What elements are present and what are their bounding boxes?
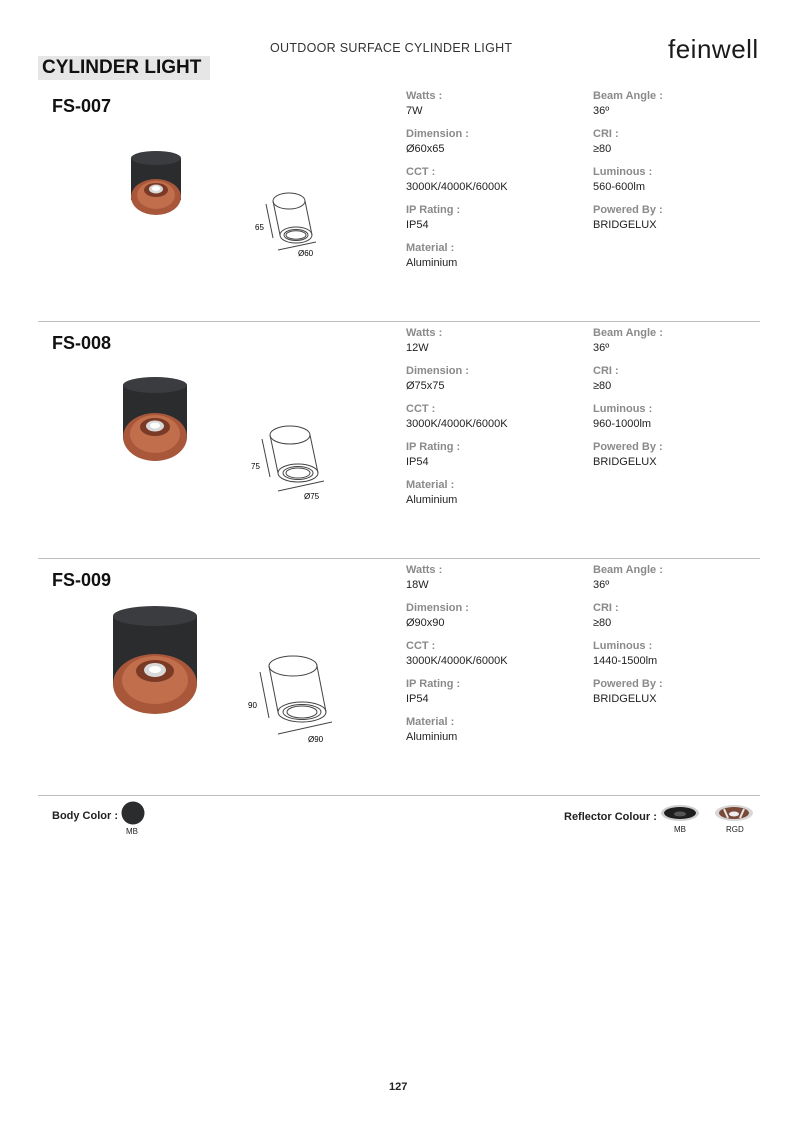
spec-cri: CRI : ≥80: [593, 365, 619, 392]
spec-ip-rating: IP Rating : IP54: [406, 678, 461, 705]
product-block-fs-008: [0, 327, 797, 570]
brand-logo: feinwell: [668, 34, 759, 64]
spec-beam-angle: Beam Angle : 36º: [593, 90, 663, 117]
dimension-diameter: Ø60: [298, 249, 314, 258]
body-color-code: MB: [126, 827, 138, 836]
spec-material: Material : Aluminium: [406, 242, 458, 269]
spec-watts: Watts : 12W: [406, 327, 443, 354]
spec-cct: CCT : 3000K/4000K/6000K: [406, 403, 508, 430]
dimension-height: 90: [248, 701, 257, 710]
spec-cct: CCT : 3000K/4000K/6000K: [406, 640, 508, 667]
product-photo: [128, 148, 184, 220]
spec-powered-by: Powered By : BRIDGELUX: [593, 678, 663, 705]
spec-beam-angle: Beam Angle : 36º: [593, 327, 663, 354]
dimension-diameter: Ø90: [308, 735, 324, 744]
section-divider: [38, 795, 760, 796]
spec-dimension: Dimension : Ø75x75: [406, 365, 469, 392]
body-color-label: Body Color :: [52, 810, 118, 822]
spec-watts: Watts : 7W: [406, 90, 443, 117]
spec-beam-angle: Beam Angle : 36º: [593, 564, 663, 591]
spec-luminous: Luminous : 1440-1500lm: [593, 640, 658, 667]
dimension-diameter: Ø75: [304, 492, 320, 501]
spec-material: Material : Aluminium: [406, 479, 458, 506]
reflector-code-rgd: RGD: [726, 825, 744, 834]
dimension-drawing: [252, 190, 328, 262]
section-title: CYLINDER LIGHT: [38, 56, 210, 80]
product-block-fs-009: [0, 564, 797, 807]
spec-powered-by: Powered By : BRIDGELUX: [593, 441, 663, 468]
spec-ip-rating: IP Rating : IP54: [406, 204, 461, 231]
reflector-colour-label: Reflector Colour :: [564, 811, 657, 823]
product-photo: [110, 600, 200, 718]
page-number: 127: [389, 1081, 408, 1093]
reflector-code-mb: MB: [674, 825, 686, 834]
spec-material: Material : Aluminium: [406, 716, 458, 743]
spec-ip-rating: IP Rating : IP54: [406, 441, 461, 468]
spec-cri: CRI : ≥80: [593, 128, 619, 155]
dimension-drawing: [248, 421, 334, 503]
spec-powered-by: Powered By : BRIDGELUX: [593, 204, 663, 231]
section-divider: [38, 321, 760, 322]
dimension-height: 75: [251, 462, 260, 471]
product-photo: [120, 373, 190, 465]
model-number: FS-008: [52, 333, 112, 353]
spec-cri: CRI : ≥80: [593, 602, 619, 629]
spec-watts: Watts : 18W: [406, 564, 443, 591]
product-block-fs-007: [0, 90, 797, 333]
page-subtitle: OUTDOOR SURFACE CYLINDER LIGHT: [270, 41, 513, 55]
reflector-swatch-rgd: [714, 803, 754, 823]
dimension-height: 65: [255, 223, 264, 232]
section-divider: [38, 558, 760, 559]
spec-dimension: Dimension : Ø60x65: [406, 128, 469, 155]
spec-cct: CCT : 3000K/4000K/6000K: [406, 166, 508, 193]
body-color-swatch-mb: [120, 800, 146, 826]
model-number: FS-009: [52, 570, 112, 590]
model-number: FS-007: [52, 96, 112, 116]
spec-luminous: Luminous : 560-600lm: [593, 166, 653, 193]
spec-dimension: Dimension : Ø90x90: [406, 602, 469, 629]
dimension-drawing: [246, 650, 342, 746]
reflector-swatch-mb: [660, 803, 700, 823]
spec-luminous: Luminous : 960-1000lm: [593, 403, 653, 430]
